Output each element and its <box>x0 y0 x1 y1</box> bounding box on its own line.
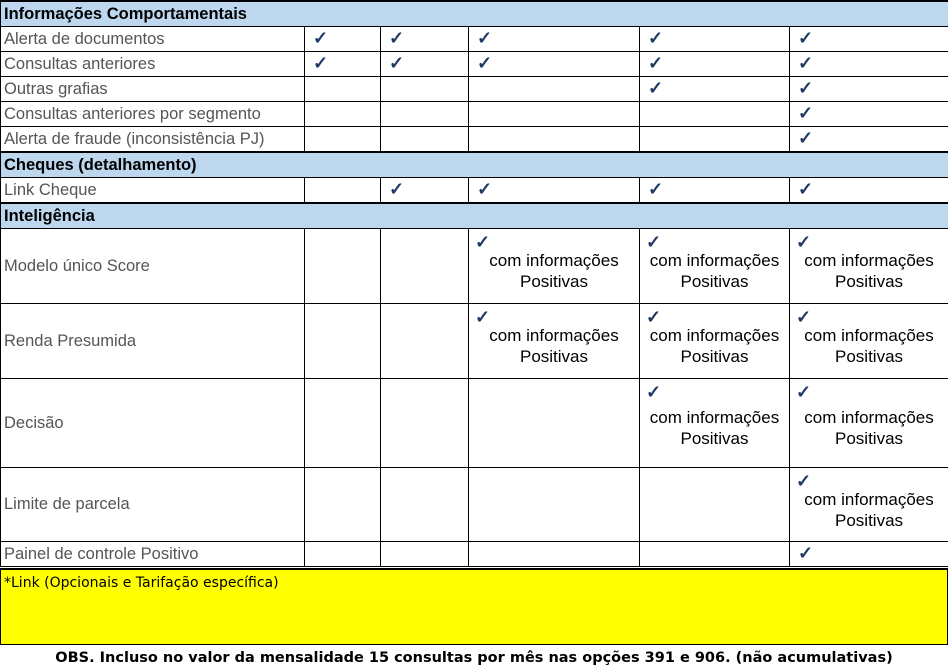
row-label: Link Cheque <box>1 178 305 204</box>
check-cell <box>790 178 948 204</box>
check-cell <box>640 77 790 102</box>
empty-cell <box>305 468 381 542</box>
section-title: Cheques (detalhamento) <box>1 152 948 178</box>
check-cell <box>305 52 381 77</box>
positive-info-cell <box>790 304 948 379</box>
row-label: Limite de parcela <box>1 468 305 542</box>
checkmark-icon: ✓ <box>475 232 491 252</box>
empty-cell <box>640 102 790 127</box>
checkmark-icon: ✓ <box>798 78 814 98</box>
positive-info-cell <box>640 304 790 379</box>
empty-cell <box>381 102 469 127</box>
positive-line-2: Positivas <box>680 429 749 448</box>
table-row <box>1 468 948 542</box>
section-header-row <box>1 152 948 178</box>
positive-info-text <box>640 315 789 367</box>
positive-info-text <box>790 479 948 531</box>
table-row <box>1 77 948 102</box>
positive-info-cell <box>790 229 948 304</box>
checkmark-icon: ✓ <box>796 471 812 491</box>
positive-line-2: Positivas <box>680 272 749 291</box>
section-header-row <box>1 1 948 27</box>
table-row <box>1 127 948 153</box>
check-cell <box>790 102 948 127</box>
checkmark-icon: ✓ <box>313 28 329 48</box>
positive-line-1: com informações <box>649 251 780 270</box>
empty-cell <box>305 102 381 127</box>
check-cell <box>790 127 948 153</box>
empty-cell <box>381 542 469 567</box>
check-cell <box>640 27 790 52</box>
check-cell <box>469 27 640 52</box>
check-cell <box>469 178 640 204</box>
positive-info-cell <box>790 379 948 468</box>
checkmark-icon: ✓ <box>798 128 814 148</box>
positive-line-1: com informações <box>804 408 934 427</box>
positive-info-text <box>640 397 789 449</box>
empty-cell <box>640 468 790 542</box>
positive-line-1: com informações <box>649 326 780 345</box>
positive-line-2: Positivas <box>680 347 749 366</box>
table-row <box>1 52 948 77</box>
row-label: Renda Presumida <box>1 304 305 379</box>
empty-cell <box>381 379 469 468</box>
empty-cell <box>305 178 381 204</box>
table-row <box>1 178 948 204</box>
check-cell <box>381 52 469 77</box>
checkmark-icon: ✓ <box>648 179 664 199</box>
positive-line-2: Positivas <box>835 272 904 291</box>
empty-cell <box>640 127 790 153</box>
positive-line-1: com informações <box>804 251 934 270</box>
checkmark-icon: ✓ <box>475 307 491 327</box>
empty-cell <box>381 468 469 542</box>
empty-cell <box>469 127 640 153</box>
empty-cell <box>469 542 640 567</box>
checkmark-icon: ✓ <box>389 179 405 199</box>
positive-info-cell <box>469 304 640 379</box>
empty-cell <box>469 102 640 127</box>
empty-cell <box>469 468 640 542</box>
row-label: Painel de controle Positivo <box>1 542 305 567</box>
checkmark-icon: ✓ <box>477 28 493 48</box>
checkmark-icon: ✓ <box>798 179 814 199</box>
row-label: Alerta de documentos <box>1 27 305 52</box>
positive-line-2: Positivas <box>519 272 589 291</box>
empty-cell <box>305 229 381 304</box>
positive-info-cell <box>640 379 790 468</box>
positive-info-text <box>469 315 639 367</box>
empty-cell <box>305 542 381 567</box>
checkmark-icon: ✓ <box>796 232 812 252</box>
check-cell <box>640 52 790 77</box>
empty-cell <box>305 304 381 379</box>
checkmark-icon: ✓ <box>646 232 662 252</box>
positive-info-cell <box>790 468 948 542</box>
table-row <box>1 542 948 567</box>
checkmark-icon: ✓ <box>798 28 814 48</box>
check-cell <box>790 542 948 567</box>
positive-info-text <box>790 240 948 292</box>
row-label: Modelo único Score <box>1 229 305 304</box>
empty-cell <box>381 304 469 379</box>
table-row <box>1 379 948 468</box>
checkmark-icon: ✓ <box>646 382 662 402</box>
checkmark-icon: ✓ <box>798 103 814 123</box>
positive-line-1: com informações <box>804 489 934 509</box>
positive-line-1: com informações <box>649 408 780 427</box>
checkmark-icon: ✓ <box>389 28 405 48</box>
empty-cell <box>305 379 381 468</box>
table-row <box>1 229 948 304</box>
row-label: Consultas anteriores por segmento <box>1 102 305 127</box>
empty-cell <box>381 229 469 304</box>
positive-info-cell <box>640 229 790 304</box>
check-cell <box>381 178 469 204</box>
table-row <box>1 102 948 127</box>
checkmark-icon: ✓ <box>798 543 814 563</box>
empty-cell <box>305 127 381 153</box>
check-cell <box>469 52 640 77</box>
section-title: Inteligência <box>1 203 948 229</box>
positive-line-1: com informações <box>489 326 619 345</box>
note-text: *Link (Opcionais e Tarifação específica) <box>4 575 279 591</box>
checkmark-icon: ✓ <box>477 179 493 199</box>
table-row <box>1 27 948 52</box>
check-cell <box>790 52 948 77</box>
check-cell <box>790 27 948 52</box>
check-cell <box>305 27 381 52</box>
check-cell <box>381 27 469 52</box>
obs-footer: OBS. Incluso no valor da mensalidade 15 consultas por mês nas opções 391 e 906. (não acumulativas) <box>55 650 893 666</box>
positive-line-2: Positivas <box>835 429 904 448</box>
note-box <box>0 568 948 645</box>
empty-cell <box>469 77 640 102</box>
empty-cell <box>381 77 469 102</box>
checkmark-icon: ✓ <box>648 53 664 73</box>
empty-cell <box>381 127 469 153</box>
checkmark-icon: ✓ <box>477 53 493 73</box>
row-label: Consultas anteriores <box>1 52 305 77</box>
section-header-row <box>1 203 948 229</box>
checkmark-icon: ✓ <box>798 53 814 73</box>
positive-line-2: Positivas <box>519 347 589 366</box>
row-label: Outras grafias <box>1 77 305 102</box>
positive-line-1: com informações <box>804 326 934 345</box>
positive-line-2: Positivas <box>835 347 904 366</box>
table-row <box>1 304 948 379</box>
checkmark-icon: ✓ <box>313 53 329 73</box>
positive-info-cell <box>469 229 640 304</box>
positive-line-1: com informações <box>489 251 619 270</box>
checkmark-icon: ✓ <box>796 307 812 327</box>
check-cell <box>790 77 948 102</box>
positive-info-text <box>469 240 639 292</box>
section-title: Informações Comportamentais <box>1 1 948 27</box>
checkmark-icon: ✓ <box>389 53 405 73</box>
checkmark-icon: ✓ <box>796 382 812 402</box>
empty-cell <box>469 379 640 468</box>
empty-cell <box>640 542 790 567</box>
check-cell <box>640 178 790 204</box>
checkmark-icon: ✓ <box>648 28 664 48</box>
row-label: Decisão <box>1 379 305 468</box>
positive-line-2: Positivas <box>835 510 904 530</box>
checkmark-icon: ✓ <box>648 78 664 98</box>
positive-info-text <box>640 240 789 292</box>
checkmark-icon: ✓ <box>646 307 662 327</box>
positive-info-text <box>790 397 948 449</box>
positive-info-text <box>790 315 948 367</box>
row-label: Alerta de fraude (inconsistência PJ) <box>1 127 305 153</box>
empty-cell <box>305 77 381 102</box>
